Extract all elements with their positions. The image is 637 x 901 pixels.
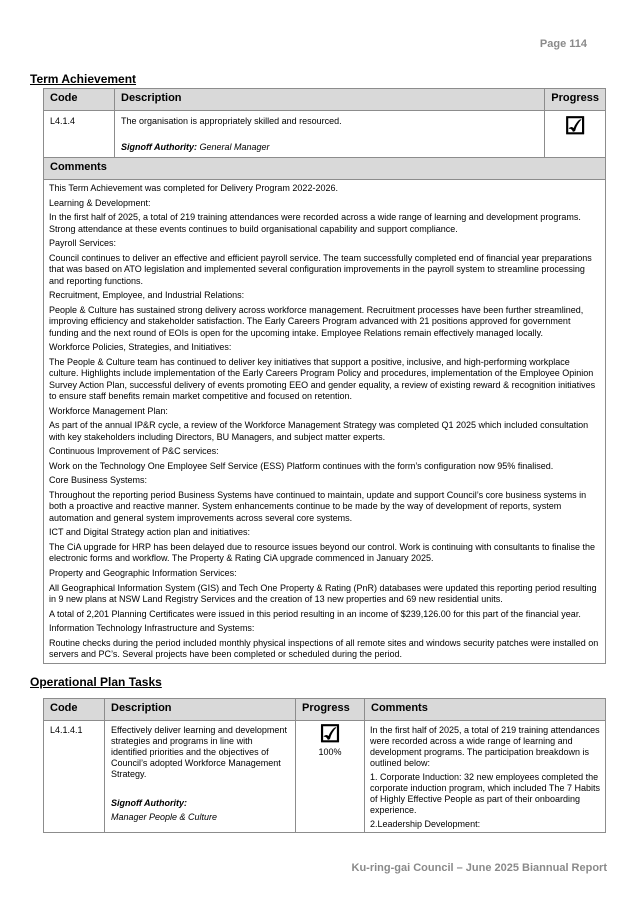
ops-progress-value: 100% [318, 747, 342, 757]
term-signoff [121, 142, 538, 152]
ops-signoff [111, 798, 289, 823]
term-achievement-heading: Term Achievement [30, 72, 137, 86]
comment-paragraph: A total of 2,201 Planning Certificates were issued in this period resulting in an income of $239,126.00 for this part of the financial year. [49, 608, 581, 619]
ops-comment-paragraph: 1. Corporate Induction: 32 new employees completed the corporate induction program, which included The 7 Habits of Highly Effective People as part of their onboarding experience. [370, 772, 600, 815]
term-description: The organisation is appropriately skilled and resourced. [121, 116, 342, 126]
progress-header: Progress [545, 89, 606, 111]
comment-paragraph: Routine checks during the period included monthly physical inspections of all remote sites and windows security patches were installed on servers and PC’s. Several projects have been completed or scheduled during the period. [49, 637, 599, 660]
comment-paragraph: The People & Culture team has continued to deliver key initiatives that support a positive, inclusive, and high-performing workplace culture. Highlights include implementation of the Early Careers Program Policy and procedures, implementation of the Employee Opinion Survey Action Plan, successful delivery of events promoting EEO and gender equality, a review of existing reward & recognition initiatives to ensure staff benefits remain market competitive and focused on retention. [49, 356, 596, 401]
ops-signoff-label: Signoff Authority: [111, 798, 187, 808]
ops-description-cell [105, 721, 296, 833]
ops-code: L4.1.4.1 [44, 721, 105, 833]
checkbox-checked-icon: ☑ [564, 113, 586, 140]
comment-paragraph: Workforce Policies, Strategies, and Initiatives: [49, 342, 232, 353]
comment-paragraph: Property and Geographic Information Services: [49, 567, 237, 578]
ops-description-header: Description [105, 699, 296, 721]
comment-paragraph: All Geographical Information System (GIS) and Tech One Property & Rating (PnR) databases were updated this reporting period resulting in 9 new plans at NSW Land Registry Services and the creation of 13 new properties and 69 new residential units. [49, 582, 597, 604]
ops-header-row [44, 699, 606, 721]
comment-paragraph: Throughout the reporting period Business Systems have continued to maintain, update and support Council’s core business systems in both a proactive and reactive manner. System enhancements continue to be made by the way of development of reports, system automation and general system improvements across several core systems. [49, 489, 587, 523]
ops-comment-paragraph: In the first half of 2025, a total of 219 training attendances were recorded across a wide range of learning and development programs. The participation breakdown is outlined below: [370, 725, 600, 768]
comments-row [44, 180, 606, 664]
comment-paragraph: Core Business Systems: [49, 475, 148, 486]
comment-paragraph: Learning & Development: [49, 197, 151, 208]
description-header: Description [115, 89, 545, 111]
ops-progress [296, 721, 365, 833]
comment-paragraph: The CiA upgrade for HRP has been delayed due to resource issues beyond our control. Work is continuing with consultants to finalise the electronic forms and workflow. The Property & Rating CiA upgrade commenced in January 2025. [49, 541, 595, 564]
comments-header-row [44, 158, 606, 180]
signoff-value: General Manager [199, 142, 270, 152]
comment-paragraph: Work on the Technology One Employee Self Service (ESS) Platform continues with the form’s configuration now 95% finalised. [49, 460, 554, 471]
checkbox-checked-icon: ☑ [319, 721, 341, 748]
comment-paragraph: Continuous Improvement of P&C services: [49, 446, 219, 457]
page-number: Page 114 [539, 38, 587, 50]
comment-paragraph: People & Culture has sustained strong delivery across workforce management. Recruitment processes have been further streamlined, improving efficiency and stakeholder satisfaction. The Early Careers Program advanced with 21 positions approved for government funding and the next round of EOIs is open for the upcoming intake. Employee Relations remain effectively managed locally. [49, 304, 584, 338]
term-code: L4.1.4 [44, 111, 115, 158]
comment-paragraph: In the first half of 2025, a total of 219 training attendances were recorded across a wide range of learning and development programs. Strong attendance at these events continues to build organisational capability and support compliance. [49, 212, 581, 234]
term-row [44, 111, 606, 158]
comment-paragraph: ICT and Digital Strategy action plan and initiatives: [49, 527, 250, 538]
ops-comments-header: Comments [365, 699, 606, 721]
ops-row [44, 721, 606, 833]
ops-comment-paragraph: 2.Leadership Development: [370, 819, 481, 829]
comment-paragraph: This Term Achievement was completed for Delivery Program 2022-2026. [49, 183, 338, 193]
footer-report-title: Ku-ring-gai Council – June 2025 Biannual Report [351, 862, 607, 874]
comment-paragraph: Information Technology Infrastructure and Systems: [49, 623, 255, 634]
ops-description: Effectively deliver learning and development strategies and programs in line with identified priorities and the objectives of Council’s adopted Workforce Management Strategy. [111, 725, 287, 779]
code-header: Code [44, 89, 115, 111]
comment-paragraph: As part of the annual IP&R cycle, a review of the Workforce Management Strategy was completed Q1 2025 which included consultation with key stakeholders including Directors, BU Managers, and subject matter experts. [49, 420, 589, 442]
operational-plan-tasks-heading: Operational Plan Tasks [30, 675, 162, 689]
term-achievement-table [43, 88, 606, 664]
ops-progress-header: Progress [296, 699, 365, 721]
comment-paragraph: Payroll Services: [49, 238, 117, 249]
ops-signoff-value: Manager People & Culture [111, 812, 218, 822]
operational-plan-table [43, 698, 606, 833]
comment-paragraph: Workforce Management Plan: [49, 405, 168, 416]
signoff-label: Signoff Authority: [121, 142, 197, 152]
comment-paragraph: Council continues to deliver an effective and efficient payroll service. The team successfully completed end of financial year preparations that was based on ATO legislation and implemented several configuration improvements in the payroll system to streamline processing and reporting functions. [49, 252, 592, 286]
comments-header: Comments [44, 158, 606, 180]
comment-paragraph: Recruitment, Employee, and Industrial Relations: [49, 290, 245, 301]
ops-code-header: Code [44, 699, 105, 721]
comments-body [44, 180, 606, 664]
term-header-row [44, 89, 606, 111]
ops-comments [365, 721, 606, 833]
term-description-cell [115, 111, 545, 158]
term-progress [545, 111, 606, 158]
